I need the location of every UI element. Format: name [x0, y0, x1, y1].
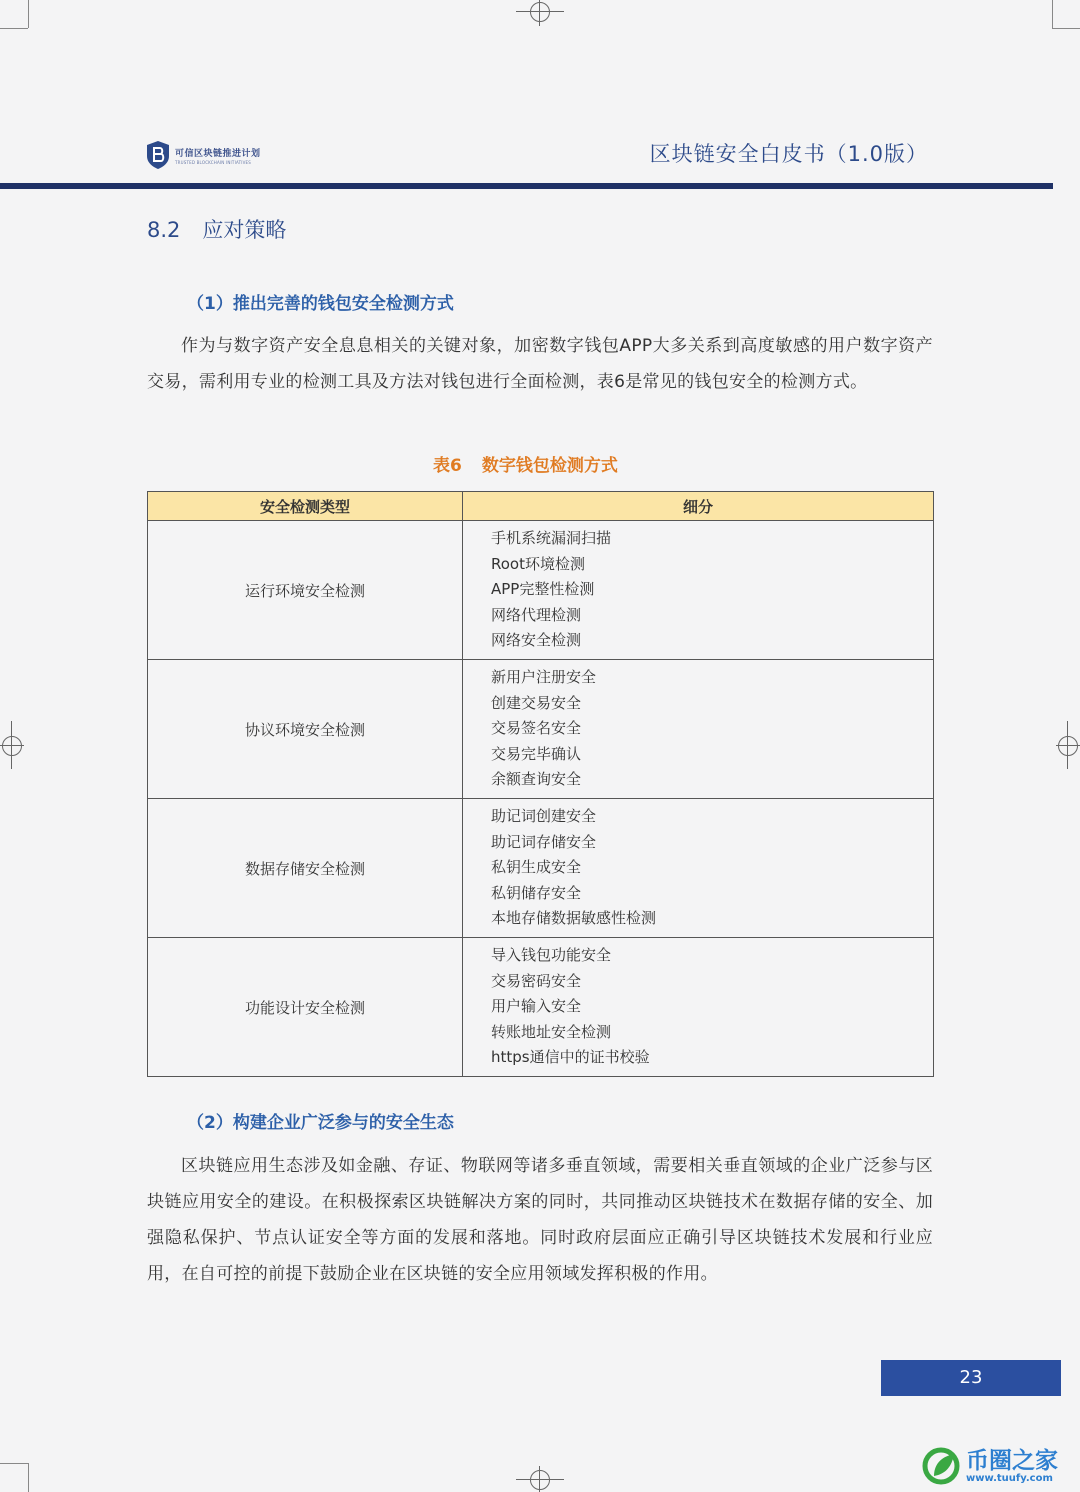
- list-item: https通信中的证书校验: [491, 1048, 650, 1067]
- list-item: 余额查询安全: [491, 770, 582, 789]
- table-row: [148, 938, 934, 1077]
- crop-mark: [28, 1463, 29, 1492]
- crop-mark: [0, 28, 28, 29]
- list-item: 网络安全检测: [491, 631, 582, 650]
- watermark-name: 币圈之家: [966, 1447, 1058, 1474]
- crop-mark: [28, 0, 29, 28]
- registration-line: [0, 745, 24, 746]
- table-caption-label: 表6: [433, 456, 462, 476]
- subsection-heading: （2）构建企业广泛参与的安全生态: [187, 1113, 454, 1133]
- crop-mark: [0, 1463, 28, 1464]
- registration-mark-icon: [2, 736, 22, 756]
- registration-mark-icon: [530, 1470, 550, 1490]
- list-item: 私钥生成安全: [491, 858, 582, 877]
- detection-type-cell: 数据存储安全检测: [148, 799, 463, 938]
- registration-line: [11, 721, 12, 769]
- list-item: 本地存储数据敏感性检测: [491, 909, 657, 928]
- registration-line: [539, 1466, 540, 1492]
- logo-org-name: 可信区块链推进计划: [175, 148, 261, 159]
- wallet-detection-table: [147, 491, 934, 1077]
- detection-items-cell: [463, 521, 934, 660]
- list-item: 助记词存储安全: [491, 832, 597, 851]
- list-item: 交易签名安全: [491, 719, 582, 738]
- list-item: 私钥储存安全: [491, 883, 582, 902]
- header-divider: [0, 183, 1053, 189]
- detection-type-cell: 运行环境安全检测: [148, 521, 463, 660]
- list-item: 交易完毕确认: [491, 744, 582, 763]
- registration-line: [516, 11, 564, 12]
- table-row: [148, 660, 934, 799]
- page-number: 23: [881, 1360, 1061, 1396]
- section-heading: [147, 214, 286, 244]
- crop-mark: [1052, 0, 1053, 28]
- detection-items-cell: [463, 938, 934, 1077]
- organization-logo: [146, 140, 261, 170]
- logo-org-name-en: TRUSTED BLOCKCHAIN INITIATIVES: [175, 159, 251, 165]
- detection-items-cell: [463, 799, 934, 938]
- table-row: [148, 799, 934, 938]
- shield-logo-icon: [146, 140, 170, 170]
- watermark-url: www.tuufy.com: [966, 1472, 1053, 1484]
- table-header-cell: 细分: [463, 492, 934, 521]
- table-header-row: [148, 492, 934, 521]
- detection-type-cell: 功能设计安全检测: [148, 938, 463, 1077]
- document-title: 区块链安全白皮书（1.0版）: [649, 142, 928, 166]
- section-title: 应对策略: [202, 218, 287, 242]
- list-item: Root环境检测: [491, 554, 585, 573]
- registration-line: [1067, 721, 1068, 769]
- registration-line: [516, 1479, 564, 1480]
- subsection-heading: （1）推出完善的钱包安全检测方式: [187, 294, 454, 314]
- table-caption: [433, 451, 618, 476]
- list-item: 手机系统漏洞扫描: [491, 529, 612, 548]
- leaf-logo-icon: [920, 1446, 962, 1486]
- list-item: 转账地址安全检测: [491, 1022, 612, 1041]
- section-number: 8.2: [147, 218, 181, 242]
- registration-mark-icon: [530, 2, 550, 22]
- list-item: APP完整性检测: [491, 580, 595, 599]
- body-paragraph: 区块链应用生态涉及如金融、存证、物联网等诸多垂直领域，需要相关垂直领域的企业广泛参与区块链应用安全的建设。在积极探索区块链解决方案的同时，共同推动区块链技术在数据存储的安全、加强隐私保护、节点认证安全等方面的发展和落地。同时政府层面应正确引导区块链技术发展和行业应用，在自可控的前提下鼓励企业在区块链的安全应用领域发挥积极的作用。: [147, 1156, 933, 1284]
- body-paragraph: 作为与数字资产安全息息相关的关键对象，加密数字钱包APP大多关系到高度敏感的用户数字资产交易，需利用专业的检测工具及方法对钱包进行全面检测，表6是常见的钱包安全的检测方式。: [147, 336, 933, 392]
- registration-mark-icon: [1058, 736, 1078, 756]
- registration-line: [539, 0, 540, 26]
- detection-items-cell: [463, 660, 934, 799]
- list-item: 导入钱包功能安全: [491, 946, 612, 965]
- crop-mark: [1052, 28, 1080, 29]
- list-item: 网络代理检测: [491, 605, 582, 624]
- list-item: 创建交易安全: [491, 693, 582, 712]
- detection-type-cell: 协议环境安全检测: [148, 660, 463, 799]
- table-header-cell: 安全检测类型: [148, 492, 463, 521]
- list-item: 交易密码安全: [491, 971, 582, 990]
- table-caption-title: 数字钱包检测方式: [481, 456, 618, 476]
- registration-line: [1056, 745, 1080, 746]
- list-item: 用户输入安全: [491, 997, 582, 1016]
- site-watermark: [920, 1446, 1058, 1486]
- table-row: [148, 521, 934, 660]
- list-item: 新用户注册安全: [491, 668, 597, 687]
- list-item: 助记词创建安全: [491, 807, 597, 826]
